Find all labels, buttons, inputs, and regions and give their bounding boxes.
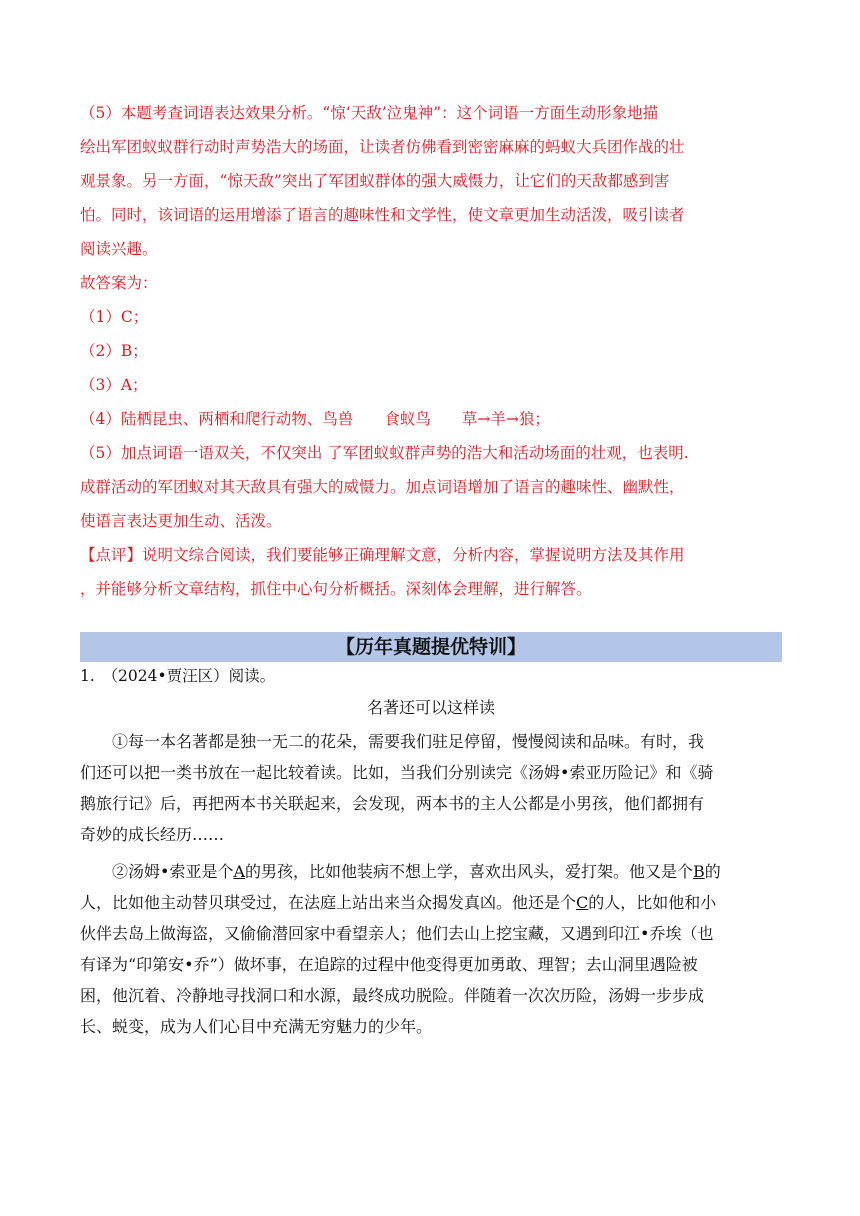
paragraph-2-line-5: 困，他沉着、冷静地寻找洞口和水源，最终成功脱险。伴随着一次次历险，汤姆一步步成: [80, 986, 705, 1005]
paragraph-1-line-3: 鹅旅行记》后，再把两本书关联起来，会发现，两本书的主人公都是小男孩，他们都拥有: [80, 794, 705, 813]
section-heading: 【历年真题提优特训】: [80, 632, 782, 662]
p2-text-c: 的: [704, 862, 721, 881]
paragraph-2-line-3: 伙伴去岛上做海盗，又偷偷潜回家中看望亲人；他们去山上挖宝藏，又遇到印江•乔埃（也: [80, 924, 714, 943]
answer-5-final-line-1: （5）加点词语一语双关，不仅突出 了军团蚁蚁群声势的浩大和活动场面的壮观，也表明.: [80, 444, 689, 462]
answer-5-line-3: 观景象。另一方面，“惊天敌”突出了军团蚁群体的强大威慑力，让它们的天敌都感到害: [80, 172, 670, 190]
answer-5-final-line-3: 使语言表达更加生动、活泼。: [80, 512, 282, 530]
paragraph-1-line-4: 奇妙的成长经历……: [80, 825, 225, 844]
blank-a: A: [233, 862, 246, 881]
paragraph-2-line-1: [80, 856, 784, 887]
answer-3: （3）A；: [80, 376, 148, 394]
p2-text-b: 的男孩，比如他装病不想上学，喜欢出风头，爱打架。他又是个: [245, 862, 694, 881]
answer-1: （1）C；: [80, 308, 149, 326]
article-title: 名著还可以这样读: [366, 698, 495, 717]
p2-text-d: 人，比如他主动替贝琪受过，在法庭上站出来当众揭发真凶。他还是个: [80, 893, 577, 912]
paragraph-2-line-6: 长、蜕变，成为人们心目中充满无穷魅力的少年。: [80, 1017, 433, 1036]
blank-b: B: [693, 862, 705, 881]
answer-intro: 故答案为：: [80, 274, 158, 292]
answer-block: [80, 96, 784, 606]
paragraph-1-line-1: ①每一本名著都是独一无二的花朵，需要我们驻足停留，慢慢阅读和品味。有时，我: [112, 732, 705, 751]
p2-text-e: 的人，比如他和小: [588, 893, 717, 912]
answer-4: （4）陆栖昆虫、两栖和爬行动物、鸟兽 食蚁鸟 草→羊→狼；: [80, 410, 550, 428]
comment-line-1: 【点评】说明文综合阅读，我们要能够正确理解文意，分析内容，掌握说明方法及其作用: [80, 546, 685, 564]
comment-line-2: ，并能够分析文章结构，抓住中心句分析概括。深刻体会理解，进行解答。: [80, 580, 592, 598]
answer-5-final-line-2: 成群活动的军团蚁对其天敌具有强大的威慑力。加点词语增加了语言的趣味性、幽默性，: [80, 478, 685, 496]
paragraph-2-line-4: 有译为“印第安•乔”）做坏事，在追踪的过程中他变得更加勇敢、理智；去山洞里遇险被: [80, 955, 698, 974]
answer-2: （2）B；: [80, 342, 148, 360]
paragraph-1-line-2: 们还可以把一类书放在一起比较着读。比如，当我们分别读完《汤姆•索亚历险记》和《骑: [80, 763, 714, 782]
blank-c: C: [576, 893, 589, 912]
question-intro: 1. （2024•贾汪区）阅读。: [80, 667, 276, 685]
answer-5-line-1: （5）本题考查词语表达效果分析。“惊‘天敌’泣鬼神”：这个词语一方面生动形象地描: [80, 104, 659, 122]
answer-5-line-5: 阅读兴趣。: [80, 240, 158, 258]
p2-text-a: ②汤姆•索亚是个: [112, 862, 234, 881]
paragraph-2-line-2: [80, 887, 784, 918]
paragraph-2: [80, 856, 784, 1042]
answer-5-line-2: 绘出军团蚁蚁群行动时声势浩大的场面，让读者仿佛看到密密麻麻的蚂蚁大兵团作战的壮: [80, 138, 685, 156]
answer-5-line-4: 怕。同时，该词语的运用增添了语言的趣味性和文学性，使文章更加生动活泼，吸引读者: [80, 206, 685, 224]
paragraph-1: [80, 726, 784, 850]
